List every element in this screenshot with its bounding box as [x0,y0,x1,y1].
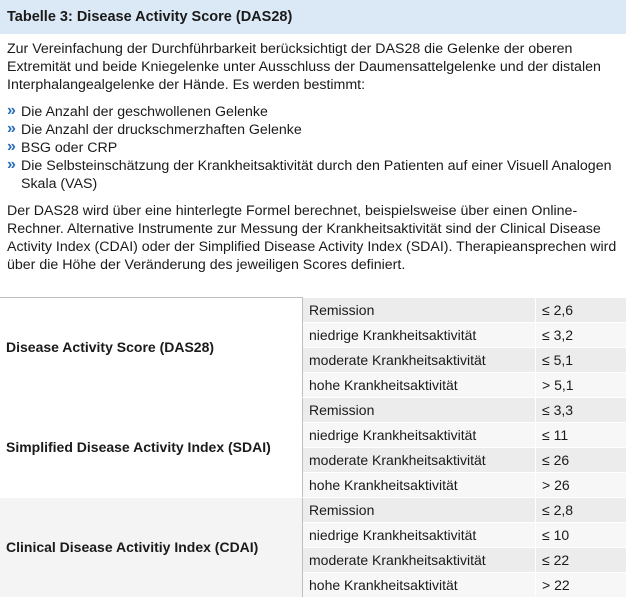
score-name-cell: Simplified Disease Activity Index (SDAI) [0,397,303,497]
threshold-cell: > 5,1 [536,372,626,397]
activity-level-cell: hohe Krankheitsaktivität [303,472,536,497]
intro-paragraph: Zur Vereinfachung der Durchführbarkeit berücksichtigt der DAS28 die Gelenke der oberen Extremität und beide Kniegelenke unter Ausschluss der Daumensattelgelenke und der distalen Interphalangealgelenke der Hände. Es werden bestimmt: [7,41,601,93]
list-item: » BSG oder CRP [7,138,118,156]
threshold-cell: ≤ 5,1 [536,347,626,372]
list-item: » Die Selbsteinschätzung der Krankheitsaktivität durch den Patienten auf einer Visuell Analogen Skala (VAS) [7,156,612,192]
threshold-cell: ≤ 2,8 [536,497,626,522]
chevron-bullet-icon: » [7,156,16,173]
chevron-bullet-icon: » [7,120,16,137]
table-row [0,298,626,323]
threshold-cell: ≤ 3,3 [536,397,626,422]
threshold-cell: ≤ 2,6 [536,298,626,323]
list-item: » Die Anzahl der geschwollenen Gelenke [7,102,268,120]
explanation-paragraph: Der DAS28 wird über eine hinterlegte Formel berechnet, beispielsweise über einen Online-Rechner. Alternative Instrumente zur Messung der Krankheitsaktivität sind der Clinical Disease Activity Index (CDAI) oder der Simplified Disease Activity Index (SDAI). Therapieansprechen wird über die Höhe der Veränderung des jeweiligen Scores definiert. [7,203,617,273]
activity-level-cell: hohe Krankheitsaktivität [303,372,536,397]
activity-level-cell: niedrige Krankheitsaktivität [303,522,536,547]
activity-level-cell: niedrige Krankheitsaktivität [303,322,536,347]
threshold-cell: ≤ 11 [536,422,626,447]
activity-level-cell: niedrige Krankheitsaktivität [303,422,536,447]
activity-level-cell: moderate Krankheitsaktivität [303,447,536,472]
activity-level-cell: Remission [303,497,536,522]
threshold-cell: ≤ 10 [536,522,626,547]
criteria-list [0,103,626,193]
score-thresholds-table [0,297,626,598]
chevron-bullet-icon: » [7,138,16,155]
threshold-cell: > 26 [536,472,626,497]
score-name-cell: Clinical Disease Activitiy Index (CDAI) [0,497,303,597]
threshold-cell: ≤ 22 [536,547,626,572]
score-name-cell: Disease Activity Score (DAS28) [0,298,303,398]
threshold-cell: ≤ 3,2 [536,322,626,347]
activity-level-cell: moderate Krankheitsaktivität [303,347,536,372]
table-row [0,397,626,422]
threshold-cell: > 22 [536,572,626,597]
table-row [0,497,626,522]
activity-level-cell: Remission [303,397,536,422]
activity-level-cell: moderate Krankheitsaktivität [303,547,536,572]
chevron-bullet-icon: » [7,102,16,119]
activity-level-cell: Remission [303,298,536,323]
list-item: » Die Anzahl der druckschmerzhaften Gelenke [7,120,302,138]
threshold-cell: ≤ 26 [536,447,626,472]
activity-level-cell: hohe Krankheitsaktivität [303,572,536,597]
table-caption-title: Tabelle 3: Disease Activity Score (DAS28) [7,9,293,25]
table-caption-header [0,0,626,34]
